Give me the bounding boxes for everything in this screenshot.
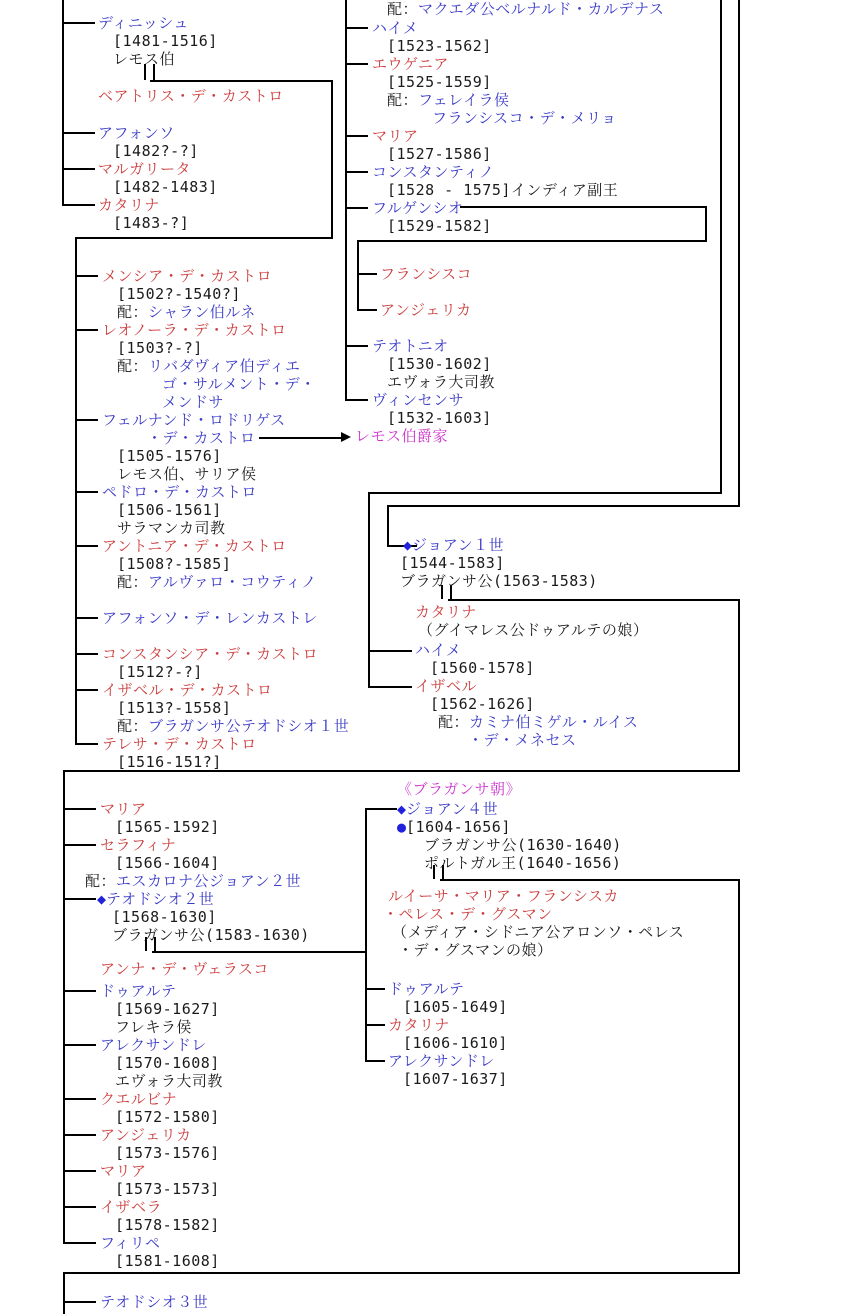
joao1-name-part-0: ◆ (403, 536, 413, 554)
connector-line (368, 650, 412, 652)
connector-line (62, 22, 95, 24)
fernando-title-part-0: レモス伯、サリア侯 (117, 465, 257, 483)
mencia-name (102, 268, 272, 284)
catarina2-name (388, 1017, 450, 1033)
connector-line (63, 1098, 96, 1100)
connector-line (387, 505, 740, 507)
connector-line (62, 0, 64, 205)
francisco-name-part-0: フランシスコ (380, 265, 473, 283)
jaime2-dates (430, 660, 535, 676)
spouse-beatriz-part-0: ベアトリス・デ・カストロ (98, 87, 284, 105)
leonora-name-part-0: レオノーラ・デ・カストロ (102, 321, 287, 339)
spouse-luisa-note-1-part-0: （メディア・シドニア公アロンソ・ペレス (392, 923, 685, 941)
pedro-dates (117, 502, 222, 518)
joao4-dates (397, 819, 511, 835)
serafina-name-part-0: セラフィナ (100, 836, 177, 854)
connector-line (368, 492, 370, 687)
alexandre-name (100, 1037, 207, 1053)
vicencia-name-part-0: ヴィンセンサ (372, 391, 465, 409)
leonora-spouse-1-part-0: 配： (117, 357, 149, 375)
joao1-dates-part-0: [1544-1583] (400, 554, 505, 572)
connector-line (365, 1060, 385, 1062)
teodosio3-name (100, 1294, 208, 1310)
joao1-name (403, 537, 504, 553)
teotonio-dates-part-0: [1530-1602] (387, 355, 492, 373)
pedro-name (102, 484, 257, 500)
connector-line (63, 1206, 96, 1208)
filipe-dates-part-0: [1581-1608] (115, 1252, 220, 1270)
serafina-name (100, 837, 176, 853)
teodosio3-name-part-0: テオドシオ３世 (100, 1293, 209, 1311)
maqueda-spouse-part-1: マクエダ公ベルナルド・カルデナス (418, 0, 665, 18)
joao4-title-2 (424, 855, 621, 871)
connector-line (345, 345, 368, 347)
catarina-dates-part-0: [1483-?] (113, 214, 190, 232)
connector-line (75, 617, 98, 619)
angelica-c-name (380, 302, 472, 318)
connector-line (63, 1242, 96, 1244)
connector-line (365, 1024, 385, 1026)
connector-line (345, 171, 368, 173)
connector-line (62, 204, 95, 206)
antonia-dates (117, 556, 231, 572)
connector-line (357, 240, 707, 242)
teotonio-name (372, 338, 449, 354)
spouse-luisa-2-part-0: ・ペレス・デ・グスマン (383, 905, 553, 923)
isabel-castro-spouse-part-0: 配： (117, 717, 149, 735)
connector-line (75, 419, 98, 421)
teresa-name-part-0: テレサ・デ・カストロ (102, 735, 257, 753)
duarte-dates-part-0: [1569-1627] (115, 1000, 220, 1018)
spouse-luisa-1-part-0: ルイーサ・マリア・フランシスカ (388, 887, 619, 905)
constancia-name (102, 646, 318, 662)
connector-line (448, 599, 740, 601)
lemos-house-link (355, 428, 448, 444)
connector-line (75, 329, 98, 331)
serafina-spouse (85, 873, 301, 889)
eugenia-dates (387, 74, 492, 90)
eugenia-spouse-1-part-0: 配： (387, 91, 419, 109)
isabel-castro-name-part-0: イザベル・デ・カストロ (102, 681, 273, 699)
joao4-name-part-0: ◆ (397, 800, 407, 818)
alexandre-dates (115, 1055, 220, 1071)
afonso-lencastre-name-part-0: アフォンソ・デ・レンカストレ (102, 609, 318, 627)
connector-line (150, 80, 331, 82)
duarte2-dates-part-0: [1605-1649] (403, 998, 508, 1016)
connector-line (368, 492, 722, 494)
eugenia-name-part-0: エウゲニア (372, 55, 449, 73)
leonora-spouse-3-part-0: メンドサ (162, 393, 225, 411)
margarita-name (98, 161, 191, 177)
isabel2-spouse-1-part-0: 配： (438, 713, 470, 731)
maria2-name (100, 1163, 147, 1179)
connector-line (345, 27, 368, 29)
angelica-e-name (100, 1127, 192, 1143)
afonso-dates (113, 143, 199, 159)
teresa-name (102, 736, 257, 752)
vicencia-name (372, 392, 464, 408)
maqueda-spouse-part-0: 配： (387, 0, 419, 18)
fulgencio-dates-part-0: [1529-1582] (387, 217, 492, 235)
eugenia-dates-part-0: [1525-1559] (387, 73, 492, 91)
isabel2-dates-part-0: [1562-1626] (430, 695, 535, 713)
isabel-castro-name (102, 682, 273, 698)
teresa-dates (117, 754, 222, 770)
filipe-name (100, 1235, 161, 1251)
serafina-spouse-part-0: 配： (85, 872, 117, 890)
teodosio2-title (112, 927, 310, 943)
querubina-dates-part-0: [1572-1580] (115, 1108, 220, 1126)
serafina-dates-part-0: [1566-1604] (115, 854, 220, 872)
teodosio2-title-part-0: ブラガンサ公(1583-1630) (112, 926, 310, 944)
fernando-name-2 (147, 430, 256, 446)
constancia-dates-part-0: [1512?-?] (117, 663, 203, 681)
connector-line (75, 237, 333, 239)
alexandre-title (115, 1073, 223, 1089)
filipe-dates (115, 1253, 220, 1269)
duarte2-name (388, 981, 465, 997)
connector-line (63, 1272, 740, 1274)
spouse-luisa-note-1 (392, 924, 684, 940)
fernando-name-1-part-0: フェルナンド・ロドリゲス (102, 411, 286, 429)
alexandre-name-part-0: アレクサンドレ (100, 1036, 207, 1054)
afonso-name-part-0: アフォンソ (98, 124, 175, 142)
pedro-title-part-0: サラマンカ司教 (117, 519, 226, 537)
jaime-name-part-0: ハイメ (372, 19, 419, 37)
connector-line (75, 689, 98, 691)
dinis-dates-part-0: [1481-1516] (113, 32, 218, 50)
duarte-title (115, 1019, 192, 1035)
isabel2-name (415, 678, 477, 694)
eugenia-spouse-1 (387, 92, 510, 108)
antonia-spouse-part-0: 配： (117, 573, 149, 591)
spouse-luisa-2 (383, 906, 553, 922)
isabella-name (100, 1199, 162, 1215)
isabel2-spouse-1-part-1: カミナ伯ミゲル・ルイス (469, 713, 639, 731)
connector-line (63, 898, 96, 900)
vicencia-dates-part-0: [1532-1603] (387, 409, 492, 427)
spouse-ana (100, 961, 269, 977)
connector-line (75, 743, 98, 745)
spouse-catarina-note (418, 622, 648, 638)
mencia-spouse (117, 304, 256, 320)
teodosio2-name-part-0: ◆ (97, 890, 107, 908)
maria-e-name (100, 801, 147, 817)
constantino-dates (387, 182, 618, 198)
jaime2-dates-part-0: [1560-1578] (430, 659, 535, 677)
angelica-c-name-part-0: アンジェリカ (380, 301, 472, 319)
duarte2-dates (403, 999, 508, 1015)
alexandre-title-part-0: エヴォラ大司教 (115, 1072, 223, 1090)
jaime2-name (415, 642, 461, 658)
catarina2-dates (403, 1035, 508, 1051)
joao1-dates (400, 555, 505, 571)
isabel-castro-dates (117, 700, 231, 716)
connector-line (738, 879, 740, 1273)
jaime-dates (387, 38, 492, 54)
eugenia-name (372, 56, 449, 72)
teotonio-name-part-0: テオトニオ (372, 337, 449, 355)
catarina-name (98, 197, 160, 213)
filipe-name-part-0: フィリペ (100, 1234, 161, 1252)
arrow-right-icon (341, 432, 351, 442)
fulgencio-name (372, 200, 463, 216)
spouse-luisa-note-2 (398, 942, 553, 958)
joao4-name-part-1: ジョアン４世 (406, 800, 499, 818)
connector-line (63, 990, 96, 992)
teresa-dates-part-0: [1516-151?] (117, 753, 222, 771)
isabella-name-part-0: イザベラ (100, 1198, 163, 1216)
connector-line (357, 309, 377, 311)
isabel-castro-dates-part-0: [1513?-1558] (117, 699, 232, 717)
connector-line (345, 399, 368, 401)
angelica-e-name-part-0: アンジェリカ (100, 1126, 192, 1144)
teodosio2-dates (112, 909, 217, 925)
catarina-dates (113, 215, 189, 231)
isabel2-spouse-2-part-0: ・デ・メネセス (468, 731, 577, 749)
spouse-ana-part-0: アンナ・デ・ヴェラスコ (100, 960, 269, 978)
angelica-e-dates-part-0: [1573-1576] (115, 1144, 220, 1162)
maria-e-dates-part-0: [1565-1592] (115, 818, 220, 836)
duarte-title-part-0: フレキラ侯 (115, 1018, 192, 1036)
fulgencio-dates (387, 218, 492, 234)
connector-line (345, 207, 368, 209)
connector-line (152, 951, 365, 953)
mencia-spouse-part-0: 配： (117, 303, 149, 321)
dinis-name (98, 15, 189, 31)
margarita-dates (113, 179, 218, 195)
pedro-dates-part-0: [1506-1561] (117, 501, 222, 519)
teotonio-title-part-0: エヴォラ大司教 (387, 373, 495, 391)
jaime-dates-part-0: [1523-1562] (387, 37, 492, 55)
dinis-dates (113, 33, 218, 49)
connector-line (63, 1170, 96, 1172)
jaime-name (372, 20, 418, 36)
fernando-dates (117, 448, 222, 464)
constancia-name-part-0: コンスタンシア・デ・カストロ (102, 645, 319, 663)
maria-c-dates-part-0: [1527-1586] (387, 145, 492, 163)
connector-line (75, 275, 98, 277)
connector-line (357, 240, 359, 310)
fulgencio-name-part-0: フルゲンシオ (372, 199, 464, 217)
leonora-dates (117, 340, 203, 356)
fernando-name-1 (102, 412, 286, 428)
margarita-dates-part-0: [1482-1483] (113, 178, 218, 196)
constancia-dates (117, 664, 203, 680)
leonora-spouse-1-part-1: リバダヴィア伯ディエ (148, 357, 301, 375)
vicencia-dates (387, 410, 492, 426)
connector-line (345, 63, 368, 65)
connector-line (738, 0, 740, 506)
isabel-castro-spouse (117, 718, 349, 734)
mencia-dates (117, 286, 241, 302)
connector-line (259, 437, 341, 439)
isabel2-spouse-2 (468, 732, 577, 748)
isabel-castro-spouse-part-1: ブラガンサ公テオドシオ１世 (148, 717, 350, 735)
connector-line (720, 0, 722, 493)
antonia-name (102, 538, 287, 554)
joao4-title-1-part-0: ブラガンサ公(1630-1640) (424, 836, 622, 854)
isabella-dates-part-0: [1578-1582] (115, 1216, 220, 1234)
duarte2-name-part-0: ドゥアルテ (388, 980, 465, 998)
antonia-spouse-part-1: アルヴァロ・コウティノ (148, 573, 317, 591)
mencia-dates-part-0: [1502?-1540?] (117, 285, 241, 303)
leonora-spouse-3 (162, 394, 224, 410)
maria-c-name-part-0: マリア (372, 127, 419, 145)
connector-line (63, 808, 96, 810)
joao4-title-2-part-0: ポルトガル王(1640-1656) (424, 854, 622, 872)
connector-line (387, 505, 389, 546)
duarte-name-part-0: ドゥアルテ (100, 982, 177, 1000)
constantino-dates-part-0: [1528 - 1575]インディア副王 (387, 181, 619, 199)
spouse-luisa-note-2-part-0: ・デ・グスマンの娘） (398, 941, 553, 959)
teotonio-title (387, 374, 495, 390)
afonso-dates-part-0: [1482?-?] (113, 142, 199, 160)
francisco-name (380, 266, 472, 282)
isabel2-spouse-1 (438, 714, 638, 730)
spouse-luisa-1 (388, 888, 619, 904)
joao4-dates-part-0: ● (397, 818, 407, 836)
alexandre2-name (388, 1053, 495, 1069)
alexandre2-dates-part-0: [1607-1637] (403, 1070, 508, 1088)
querubina-dates (115, 1109, 220, 1125)
fernando-title (117, 466, 257, 482)
connector-line (357, 273, 377, 275)
maria2-dates-part-0: [1573-1573] (115, 1180, 220, 1198)
duarte-dates (115, 1001, 220, 1017)
teodosio2-dates-part-0: [1568-1630] (112, 908, 217, 926)
isabella-dates (115, 1217, 220, 1233)
connector-line (365, 988, 385, 990)
margarita-name-part-0: マルガリータ (98, 160, 192, 178)
connector-line (63, 844, 96, 846)
connector-line (705, 206, 707, 241)
dinis-title (113, 51, 175, 67)
spouse-catarina-note-part-0: （グイマレス公ドゥアルテの娘） (418, 621, 649, 639)
leonora-name (102, 322, 287, 338)
maria-c-name (372, 128, 419, 144)
spouse-beatriz (98, 88, 284, 104)
afonso-lencastre-name (102, 610, 318, 626)
mencia-name-part-0: メンシア・デ・カストロ (102, 267, 273, 285)
jaime2-name-part-0: ハイメ (415, 641, 462, 659)
joao1-title-part-0: ブラガンサ公(1563-1583) (400, 572, 598, 590)
connector-line (345, 135, 368, 137)
maqueda-spouse (387, 1, 664, 17)
pedro-name-part-0: ペドロ・デ・カストロ (102, 483, 258, 501)
teodosio2-name (97, 891, 214, 907)
connector-line (63, 1044, 96, 1046)
constantino-name-part-0: コンスタンティノ (372, 163, 495, 181)
alexandre-dates-part-0: [1570-1608] (115, 1054, 220, 1072)
dinis-title-part-0: レモス伯 (113, 50, 176, 68)
antonia-dates-part-0: [1508?-1585] (117, 555, 232, 573)
spouse-catarina-part-0: カタリナ (415, 603, 477, 621)
joao1-title (400, 573, 598, 589)
eugenia-spouse-1-part-1: フェレイラ侯 (418, 91, 510, 109)
eugenia-spouse-2-part-0: フランシスコ・デ・メリョ (432, 109, 617, 127)
catarina2-name-part-0: カタリナ (388, 1016, 450, 1034)
maria-c-dates (387, 146, 492, 162)
connector-line (365, 808, 397, 810)
maria2-dates (115, 1181, 220, 1197)
maria2-name-part-0: マリア (100, 1162, 147, 1180)
braganza-dynasty-label (397, 781, 521, 797)
alexandre2-dates (403, 1071, 508, 1087)
joao4-dates-part-1: [1604-1656] (406, 818, 511, 836)
angelica-e-dates (115, 1145, 220, 1161)
connector-line (331, 80, 333, 238)
connector-line (63, 1134, 96, 1136)
fernando-dates-part-0: [1505-1576] (117, 447, 222, 465)
leonora-spouse-1 (117, 358, 300, 374)
fernando-name-2-part-0: ・デ・カストロ (147, 429, 256, 447)
isabel2-name-part-0: イザベル (415, 677, 478, 695)
pedro-title (117, 520, 226, 536)
connector-line (738, 599, 740, 771)
connector-line (75, 653, 98, 655)
mencia-spouse-part-1: シャラン伯ルネ (148, 303, 256, 321)
afonso-name (98, 125, 175, 141)
connector-line (368, 686, 412, 688)
connector-line (345, 0, 347, 400)
joao4-name (397, 801, 498, 817)
leonora-spouse-2-part-0: ゴ・サルメント・デ・ (162, 375, 316, 393)
connector-line (63, 1272, 65, 1314)
duarte-name (100, 983, 177, 999)
connector-line (75, 491, 98, 493)
dinis-name-part-0: ディニッシュ (98, 14, 189, 32)
querubina-name (100, 1091, 177, 1107)
connector-line (63, 1301, 96, 1303)
joao1-name-part-1: ジョアン１世 (412, 536, 505, 554)
serafina-spouse-part-1: エスカロナ公ジョアン２世 (116, 872, 302, 890)
connector-line (62, 168, 95, 170)
antonia-spouse (117, 574, 317, 590)
maria-e-name-part-0: マリア (100, 800, 147, 818)
serafina-dates (115, 855, 220, 871)
catarina2-dates-part-0: [1606-1610] (403, 1034, 508, 1052)
connector-line (75, 545, 98, 547)
connector-line (62, 132, 95, 134)
catarina-name-part-0: カタリナ (98, 196, 160, 214)
spouse-catarina (415, 604, 477, 620)
joao4-title-1 (424, 837, 622, 853)
teotonio-dates (387, 356, 492, 372)
leonora-dates-part-0: [1503?-?] (117, 339, 203, 357)
braganza-dynasty-label-part-0: 《ブラガンサ朝》 (397, 780, 522, 798)
teodosio2-name-part-1: テオドシオ２世 (106, 890, 215, 908)
connector-line (460, 206, 705, 208)
querubina-name-part-0: クエルビナ (100, 1090, 178, 1108)
connector-line (63, 770, 65, 1243)
maria-e-dates (115, 819, 220, 835)
eugenia-spouse-2 (432, 110, 617, 126)
antonia-name-part-0: アントニア・デ・カストロ (102, 537, 287, 555)
isabel2-dates (430, 696, 535, 712)
alexandre2-name-part-0: アレクサンドレ (388, 1052, 495, 1070)
connector-line (440, 879, 740, 881)
lemos-house-link-part-0: レモス伯爵家 (355, 427, 449, 445)
leonora-spouse-2 (162, 376, 316, 392)
constantino-name (372, 164, 494, 180)
